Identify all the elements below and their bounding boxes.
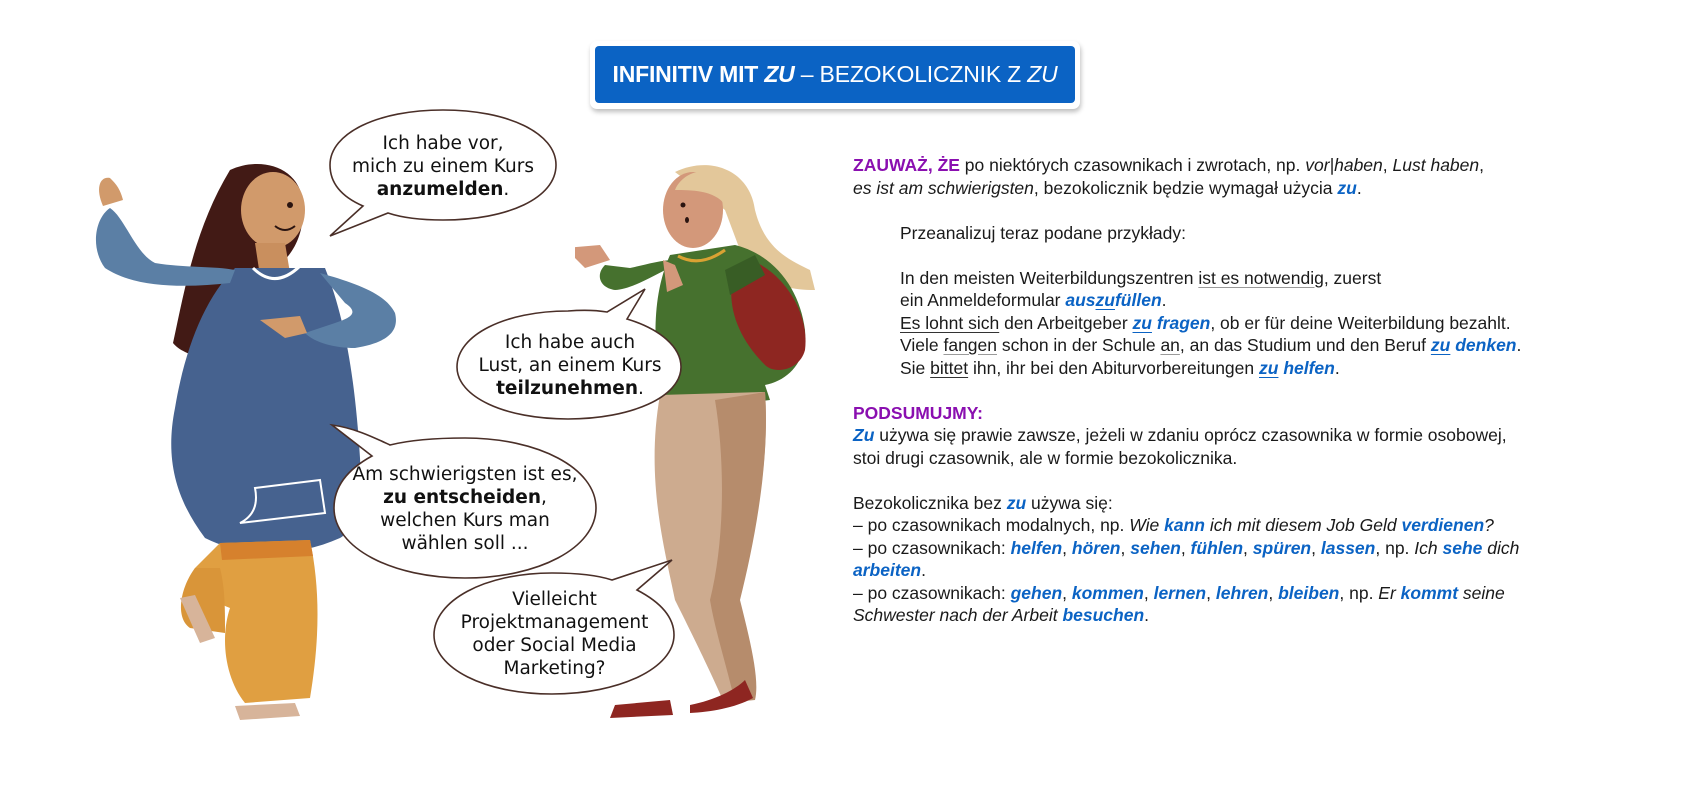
speech-bubble-2 bbox=[455, 287, 685, 422]
speech-bubble-4 bbox=[432, 558, 677, 698]
bubble-3-text: Am schwierigsten ist es, zu entscheiden, welchen Kurs man wählen soll ... bbox=[352, 464, 578, 554]
examples-intro: Przeanalizuj teraz podane przykłady: bbox=[900, 222, 1186, 243]
title-zu-2: ZU bbox=[1027, 61, 1058, 87]
speech-bubble-1 bbox=[328, 108, 558, 240]
without-zu-item-2: – po czasownikach: helfen, hören, sehen, fühlen, spüren, lassen, np. Ich sehe dich arbeiten. bbox=[853, 537, 1520, 580]
title-separator: – BEZOKOLICZNIK Z bbox=[794, 61, 1028, 87]
summary-paragraph: Zu używa się prawie zawsze, jeżeli w zdaniu oprócz czasownika w formie osobowej, stoi drugi czasownik, ale w formie bezokolicznika. bbox=[853, 425, 1507, 468]
summary-label: PODSUMUJMY: bbox=[853, 402, 983, 423]
note-label: ZAUWAŻ, ŻE bbox=[853, 155, 960, 175]
grammar-explanation-panel bbox=[853, 154, 1553, 627]
title-zu-1: ZU bbox=[764, 61, 795, 87]
example-3: Viele fangen schon in der Schule an, an das Studium und den Beruf zu denken. bbox=[900, 335, 1522, 355]
bubble-2-text: Ich habe auch Lust, an einem Kurs teilzunehmen. bbox=[478, 332, 662, 399]
without-zu-item-1: – po czasownikach modalnych, np. Wie kann ich mit diesem Job Geld verdienen? bbox=[853, 515, 1494, 535]
bubble-4-text: Vielleicht Projektmanagement oder Social Media Marketing? bbox=[460, 589, 649, 679]
example-4: Sie bittet ihn, ihr bei den Abiturvorbereitungen zu helfen. bbox=[900, 357, 1340, 378]
without-zu-intro: Bezokolicznika bez zu używa się: bbox=[853, 492, 1113, 513]
title-box bbox=[595, 46, 1075, 103]
title-part1: INFINITIV MIT bbox=[612, 61, 765, 87]
examples-list bbox=[853, 267, 1553, 380]
title-banner bbox=[590, 41, 1080, 109]
bubble-1-text: Ich habe vor, mich zu einem Kurs anzumelden. bbox=[352, 133, 534, 200]
note-paragraph: ZAUWAŻ, ŻE po niektórych czasownikach i zwrotach, np. vor|haben, Lust haben, es ist am schwierigsten, bezokolicznik będzie wymagał użycia zu. bbox=[853, 155, 1484, 198]
example-2: Es lohnt sich den Arbeitgeber zu fragen, ob er für deine Weiterbildung bezahlt. bbox=[900, 312, 1511, 333]
without-zu-item-3: – po czasownikach: gehen, kommen, lernen, lehren, bleiben, np. Er kommt seine Schwester nach der Arbeit besuchen. bbox=[853, 582, 1505, 625]
example-1: In den meisten Weiterbildungszentren ist es notwendig, zuerst ein Anmeldeformular auszufüllen. bbox=[900, 267, 1382, 310]
